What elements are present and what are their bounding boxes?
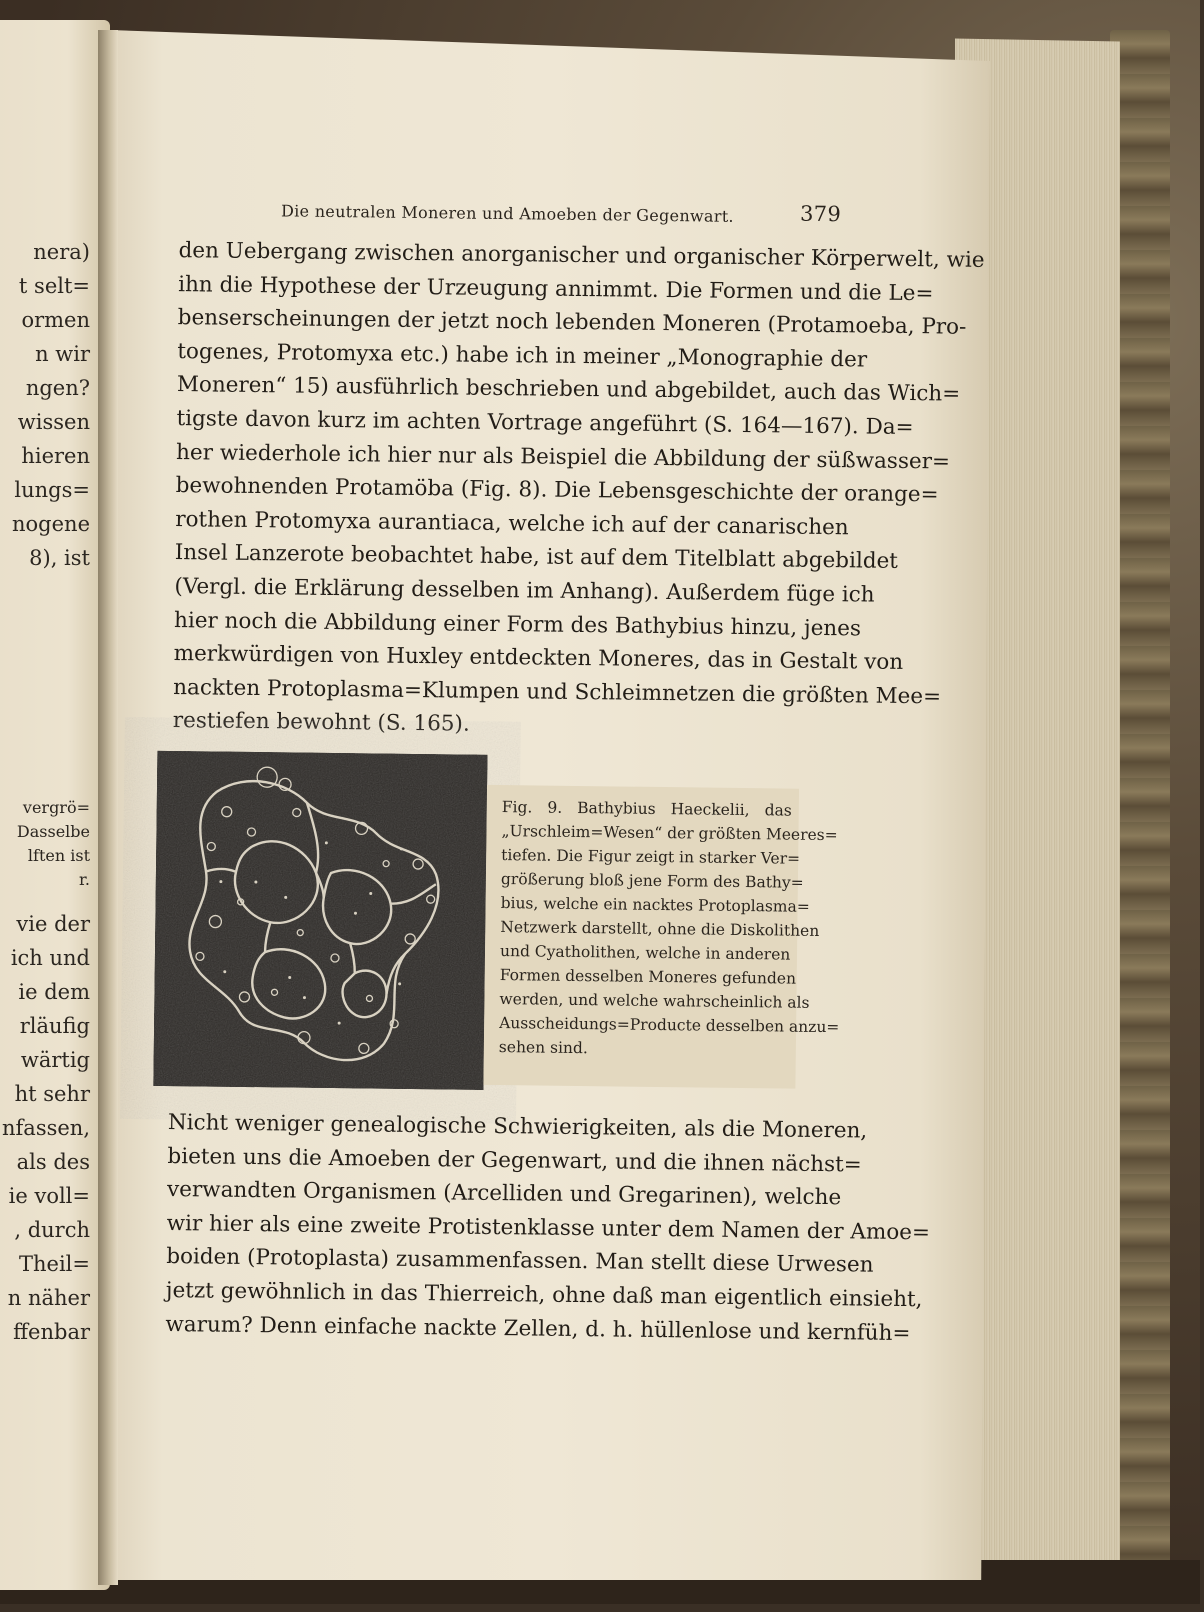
- text-line: nackten Protoplasma=Klumpen und Schleimnetzen die größten Mee=: [173, 674, 942, 710]
- protoplasm-network-drawing: [153, 751, 487, 1090]
- left-page-line: r.: [79, 870, 90, 889]
- text-line: warum? Denn einfache nackte Zellen, d. h. hüllenlose und kernfüh=: [165, 1311, 911, 1346]
- text-line: ihn die Hypothese der Urzeugung annimmt. Die Formen und die Le=: [178, 271, 934, 306]
- left-page-line: , durch: [14, 1218, 90, 1242]
- page-number: 379: [799, 201, 842, 227]
- text-line: togenes, Protomyxa etc.) habe ich in meiner „Monographie der: [177, 338, 868, 373]
- text-line: bieten uns die Amoeben der Gegenwart, und die ihnen nächst=: [167, 1143, 862, 1178]
- figure-9: [153, 751, 840, 1099]
- left-page-line: nfassen,: [2, 1116, 90, 1140]
- text-line: Insel Lanzerote beobachtet habe, ist auf dem Titelblatt abgebildet: [174, 540, 899, 575]
- paragraph-1: [172, 234, 985, 746]
- caption-line: werden, und welche wahrscheinlich als: [499, 990, 810, 1012]
- figure-caption: [498, 795, 840, 1063]
- paragraph-2: [165, 1106, 931, 1349]
- text-line: rothen Protomyxa aurantiaca, welche ich auf der canarischen: [175, 506, 849, 541]
- text-line: hier noch die Abbildung einer Form des Bathybius hinzu, jenes: [173, 607, 862, 641]
- left-page-line: hieren: [21, 444, 90, 468]
- left-page-line: ngen?: [25, 376, 90, 400]
- caption-line: tiefen. Die Figur zeigt in starker Ver=: [501, 846, 801, 868]
- left-page-line: lungs=: [14, 478, 90, 502]
- left-page-line: ie voll=: [8, 1184, 90, 1208]
- left-page-line: vergrö=: [22, 798, 90, 817]
- text-line: den Uebergang zwischen anorganischer und organischer Körperwelt, wie: [178, 238, 985, 273]
- caption-line: bius, welche ein nacktes Protoplasma=: [500, 894, 810, 916]
- left-page-line: ormen: [21, 308, 90, 332]
- left-page-line: ht sehr: [14, 1082, 90, 1106]
- text-line: merkwürdigen von Huxley entdeckten Moneres, das in Gestalt von: [173, 641, 904, 676]
- text-line: wir hier als eine zweite Protistenklasse unter dem Namen der Amoe=: [166, 1210, 931, 1246]
- caption-line: und Cyatholithen, welche in anderen: [499, 942, 791, 964]
- caption-line: größerung bloß jene Form des Bathy=: [500, 870, 804, 892]
- bathybius-illustration: [153, 751, 487, 1090]
- caption-line: Formen desselben Moneres gefunden: [499, 966, 797, 988]
- left-page-line: wärtig: [20, 1048, 90, 1072]
- left-page-line: t selt=: [18, 274, 90, 298]
- left-page-line: n wir: [35, 342, 90, 366]
- left-page-line: nogene: [12, 512, 90, 536]
- text-line: boiden (Protoplasta) zusammenfassen. Man stellt diese Urwesen: [166, 1244, 874, 1279]
- left-page-line: Theil=: [19, 1252, 90, 1276]
- left-page-line: als des: [16, 1150, 90, 1174]
- left-page-line: ffenbar: [13, 1320, 90, 1344]
- left-page-line: 8), ist: [29, 546, 90, 570]
- left-page-line: Dasselbe: [16, 822, 90, 841]
- left-page-line: nera): [33, 240, 90, 264]
- text-line: tigste davon kurz im achten Vortrage angeführt (S. 164—167). Da=: [176, 406, 914, 441]
- left-page-line: lften ist: [27, 846, 90, 865]
- caption-line: „Urschleim=Wesen“ der größten Meeres=: [501, 822, 838, 845]
- running-head-title: Die neutralen Moneren und Amoeben der Gegenwart.: [280, 201, 735, 226]
- text-line: restiefen bewohnt (S. 165).: [172, 708, 470, 737]
- caption-line: Fig. 9. Bathybius Haeckelii, das: [501, 798, 792, 820]
- running-head: [281, 195, 841, 232]
- text-line: benserscheinungen der jetzt noch lebenden Moneren (Protamoeba, Pro-: [177, 305, 967, 340]
- text-line: jetzt gewöhnlich in das Thierreich, ohne daß man eigentlich einsieht,: [165, 1277, 923, 1313]
- caption-line: Netzwerk darstellt, ohne die Diskolithen: [500, 918, 820, 940]
- text-line: (Vergl. die Erklärung desselben im Anhang). Außerdem füge ich: [174, 573, 875, 608]
- left-page-line: vie der: [16, 912, 90, 936]
- left-page-line: n näher: [7, 1286, 90, 1310]
- caption-line: sehen sind.: [498, 1038, 588, 1058]
- text-line: her wiederhole ich hier nur als Beispiel die Abbildung der süßwasser=: [175, 439, 951, 475]
- text-line: bewohnenden Protamöba (Fig. 8). Die Lebensgeschichte der orange=: [175, 473, 939, 508]
- text-line: verwandten Organismen (Arcelliden und Gregarinen), welche: [166, 1177, 842, 1211]
- text-line: Nicht weniger genealogische Schwierigkeiten, als die Moneren,: [167, 1110, 868, 1144]
- left-page-line: ich und: [10, 946, 90, 970]
- left-page-line: wissen: [17, 410, 90, 434]
- left-page-line: ie dem: [18, 980, 90, 1004]
- text-line: Moneren“ 15) ausführlich beschrieben und abgebildet, auch das Wich=: [176, 372, 961, 408]
- left-page-line: rläufig: [19, 1014, 90, 1038]
- caption-line: Ausscheidungs=Producte desselben anzu=: [499, 1014, 840, 1037]
